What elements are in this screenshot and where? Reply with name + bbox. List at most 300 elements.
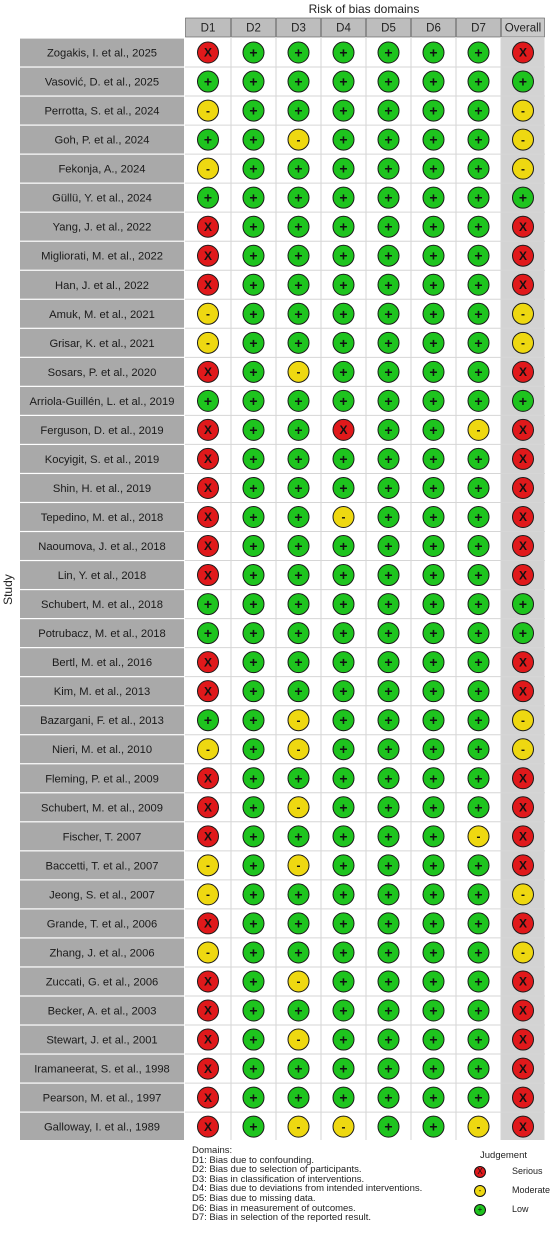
judgement-d5-low-symbol: +	[384, 886, 393, 903]
judgement-d6-low-symbol: +	[429, 508, 438, 525]
judgement-d2-low-symbol: +	[249, 567, 258, 584]
judgement-d7-low-symbol: +	[474, 1060, 483, 1077]
judgement-d5-low-symbol: +	[384, 363, 393, 380]
judgement-d5-low-symbol: +	[384, 276, 393, 293]
judgement-d5-low-symbol: +	[384, 857, 393, 874]
domain-d1-description: D1: Bias due to confounding.	[192, 1154, 315, 1166]
study-label: Potrubacz, M. et al., 2018	[38, 628, 166, 641]
column-label-d3: D3	[291, 22, 306, 35]
judgement-d5-low-symbol: +	[384, 712, 393, 729]
judgement-d7-low-symbol: +	[474, 915, 483, 932]
judgement-d2-low-symbol: +	[249, 363, 258, 380]
judgement-d5-low-symbol: +	[384, 450, 393, 467]
judgement-d5-low-symbol: +	[384, 538, 393, 555]
judgement-d7-low-symbol: +	[474, 1002, 483, 1019]
study-label: Pearson, M. et al., 1997	[42, 1092, 162, 1105]
judgement-d3-low-symbol: +	[294, 886, 303, 903]
judgement-d5-low-symbol: +	[384, 1031, 393, 1048]
judgement-d2-low-symbol: +	[249, 1060, 258, 1077]
judgement-overall-moderate-symbol: -	[521, 742, 525, 757]
study-label: Perrotta, S. et al., 2024	[44, 105, 160, 118]
judgement-d5-low-symbol: +	[384, 1089, 393, 1106]
judgement-d1-low-symbol: +	[203, 73, 213, 90]
low-icon: +	[474, 1204, 486, 1216]
judgement-overall-low-symbol: +	[518, 625, 528, 642]
judgement-d3-moderate-symbol: -	[296, 1032, 301, 1047]
judgement-overall-serious-symbol: X	[518, 800, 528, 815]
judgement-d1-moderate-symbol: -	[206, 103, 210, 118]
judgement-d1-moderate-symbol: -	[206, 858, 210, 873]
judgement-overall-serious-symbol: X	[518, 452, 528, 467]
judgement-d1-low-symbol: +	[203, 625, 213, 642]
judgement-d3-low-symbol: +	[294, 44, 303, 61]
judgement-overall-serious-symbol: X	[518, 829, 528, 844]
judgement-d6-low-symbol: +	[429, 857, 438, 874]
judgement-d7-low-symbol: +	[474, 683, 483, 700]
judgement-overall-serious-symbol: X	[518, 655, 528, 670]
judgement-d3-low-symbol: +	[294, 944, 303, 961]
study-label: Becker, A. et al., 2003	[47, 1005, 157, 1018]
judgement-d6-low-symbol: +	[429, 102, 438, 119]
judgement-d7-low-symbol: +	[474, 392, 483, 409]
judgement-d1-serious-symbol: X	[203, 452, 213, 467]
judgement-d7-low-symbol: +	[474, 247, 483, 264]
study-label: Goh, P. et al., 2024	[54, 134, 150, 147]
judgement-legend-title: Judgement	[480, 1150, 528, 1161]
judgement-d4-low-symbol: +	[339, 479, 348, 496]
judgement-d3-moderate-symbol: -	[296, 713, 301, 728]
study-label: Iramaneerat, S. et al., 1998	[34, 1063, 170, 1076]
judgement-d1-serious-symbol: X	[203, 829, 213, 844]
judgement-overall-moderate-symbol: -	[521, 132, 525, 147]
judgement-d3-low-symbol: +	[294, 479, 303, 496]
judgement-d7-low-symbol: +	[474, 944, 483, 961]
judgement-d5-low-symbol: +	[384, 189, 393, 206]
judgement-d2-low-symbol: +	[249, 247, 258, 264]
judgement-d5-low-symbol: +	[384, 944, 393, 961]
judgement-d1-low-symbol: +	[203, 596, 213, 613]
study-label: Bertl, M. et al., 2016	[51, 657, 153, 670]
judgement-d5-low-symbol: +	[384, 247, 393, 264]
judgement-d6-low-symbol: +	[429, 828, 438, 845]
column-label-d1: D1	[200, 22, 216, 35]
judgement-overall-low-symbol: +	[518, 73, 528, 90]
domain-d7-description: D7: Bias in selection of the reported result.	[192, 1212, 372, 1224]
judgement-d4-low-symbol: +	[339, 276, 348, 293]
judgement-label-low: Low	[512, 1204, 529, 1214]
study-label: Kim, M. et al., 2013	[53, 686, 151, 699]
judgement-d1-moderate-symbol: -	[206, 161, 210, 176]
judgement-d2-low-symbol: +	[249, 276, 258, 293]
judgement-d7-low-symbol: +	[474, 654, 483, 671]
judgement-overall-serious-symbol: X	[518, 481, 528, 496]
domain-d4-description: D4: Bias due to deviations from intended interventions.	[192, 1183, 423, 1195]
judgement-d6-low-symbol: +	[429, 625, 438, 642]
judgement-d2-low-symbol: +	[249, 741, 258, 758]
study-label: Kocyigit, S. et al., 2019	[44, 453, 160, 466]
judgement-overall-serious-symbol: X	[518, 539, 528, 554]
judgement-d6-low-symbol: +	[429, 305, 438, 322]
judgement-d4-low-symbol: +	[339, 770, 348, 787]
column-label-overall: Overall	[504, 22, 542, 35]
judgement-d5-low-symbol: +	[384, 44, 393, 61]
judgement-d6-low-symbol: +	[429, 538, 438, 555]
judgement-d6-low-symbol: +	[429, 189, 438, 206]
judgement-d4-low-symbol: +	[339, 567, 348, 584]
judgement-d1-serious-symbol: X	[203, 1090, 213, 1105]
judgement-d1-serious-symbol: X	[203, 1119, 213, 1134]
judgement-d1-low-symbol: +	[203, 131, 213, 148]
judgement-d5-low-symbol: +	[384, 1002, 393, 1019]
study-label: Baccetti, T. et al., 2007	[45, 860, 159, 873]
judgement-d4-low-symbol: +	[339, 44, 348, 61]
judgement-d5-low-symbol: +	[384, 596, 393, 613]
judgement-overall-moderate-symbol: -	[521, 887, 525, 902]
judgement-overall-serious-symbol: X	[518, 974, 528, 989]
judgement-d4-low-symbol: +	[339, 741, 348, 758]
judgement-d1-serious-symbol: X	[203, 1032, 213, 1047]
judgement-d4-low-symbol: +	[339, 1031, 348, 1048]
judgement-d6-low-symbol: +	[429, 247, 438, 264]
judgement-d3-low-symbol: +	[294, 596, 303, 613]
study-label: Tepedino, M. et al., 2018	[40, 511, 164, 524]
judgement-d3-low-symbol: +	[294, 915, 303, 932]
judgement-overall-moderate-symbol: -	[521, 336, 525, 351]
judgement-d6-low-symbol: +	[429, 450, 438, 467]
judgement-d1-serious-symbol: X	[203, 916, 213, 931]
judgement-d3-low-symbol: +	[294, 1089, 303, 1106]
judgement-overall-low-symbol: +	[518, 189, 528, 206]
judgement-d7-low-symbol: +	[474, 538, 483, 555]
judgement-d7-low-symbol: +	[474, 334, 483, 351]
judgement-d7-low-symbol: +	[474, 160, 483, 177]
judgement-d5-low-symbol: +	[384, 1118, 393, 1135]
judgement-d7-moderate-symbol: -	[476, 423, 481, 438]
judgement-d5-low-symbol: +	[384, 973, 393, 990]
judgement-d3-moderate-symbol: -	[296, 858, 301, 873]
judgement-d4-moderate-symbol: -	[341, 510, 346, 525]
judgement-d1-serious-symbol: X	[203, 219, 213, 234]
domain-d2-description: D2: Bias due to selection of participants.	[192, 1164, 362, 1176]
judgement-d5-low-symbol: +	[384, 160, 393, 177]
judgement-d7-low-symbol: +	[474, 363, 483, 380]
judgement-d3-moderate-symbol: -	[296, 1119, 301, 1134]
judgement-d5-low-symbol: +	[384, 654, 393, 671]
judgement-d4-low-symbol: +	[339, 363, 348, 380]
judgement-d6-low-symbol: +	[429, 73, 438, 90]
judgement-d7-low-symbol: +	[474, 102, 483, 119]
judgement-d5-low-symbol: +	[384, 218, 393, 235]
judgement-d2-low-symbol: +	[249, 886, 258, 903]
judgement-d6-low-symbol: +	[429, 160, 438, 177]
column-label-d5: D5	[381, 22, 396, 35]
judgement-d1-serious-symbol: X	[203, 771, 213, 786]
judgement-d5-low-symbol: +	[384, 131, 393, 148]
study-label: Jeong, S. et al., 2007	[49, 889, 155, 902]
judgement-d4-low-symbol: +	[339, 131, 348, 148]
judgement-d4-low-symbol: +	[339, 886, 348, 903]
judgement-overall-serious-symbol: X	[518, 365, 528, 380]
judgement-d2-low-symbol: +	[249, 1089, 258, 1106]
judgement-d2-low-symbol: +	[249, 1118, 258, 1135]
judgement-d1-serious-symbol: X	[203, 510, 213, 525]
judgement-d4-low-symbol: +	[339, 102, 348, 119]
judgement-d3-low-symbol: +	[294, 1002, 303, 1019]
judgement-d6-low-symbol: +	[429, 654, 438, 671]
judgement-d3-moderate-symbol: -	[296, 742, 301, 757]
judgement-d7-low-symbol: +	[474, 596, 483, 613]
judgement-d3-low-symbol: +	[294, 334, 303, 351]
judgement-d7-low-symbol: +	[474, 1031, 483, 1048]
judgement-d5-low-symbol: +	[384, 392, 393, 409]
judgement-d3-low-symbol: +	[294, 508, 303, 525]
judgement-d1-serious-symbol: X	[203, 655, 213, 670]
judgement-d3-low-symbol: +	[294, 218, 303, 235]
study-label: Schubert, M. et al., 2009	[41, 802, 163, 815]
judgement-d1-moderate-symbol: -	[206, 887, 210, 902]
judgement-d2-low-symbol: +	[249, 1002, 258, 1019]
judgement-d2-low-symbol: +	[249, 189, 258, 206]
judgement-d2-low-symbol: +	[249, 944, 258, 961]
judgement-d6-low-symbol: +	[429, 421, 438, 438]
judgement-overall-serious-symbol: X	[518, 1061, 528, 1076]
judgement-d1-moderate-symbol: -	[206, 336, 210, 351]
study-label: Stewart, J. et al., 2001	[46, 1034, 158, 1047]
judgement-overall-low-symbol: +	[518, 596, 528, 613]
judgement-d7-low-symbol: +	[474, 712, 483, 729]
study-label: Schubert, M. et al., 2018	[41, 599, 163, 612]
judgement-d3-moderate-symbol: -	[296, 800, 301, 815]
judgement-d2-low-symbol: +	[249, 770, 258, 787]
judgement-d4-low-symbol: +	[339, 392, 348, 409]
study-label: Grande, T. et al., 2006	[46, 918, 158, 931]
judgement-d4-low-symbol: +	[339, 944, 348, 961]
judgement-d1-moderate-symbol: -	[206, 742, 210, 757]
judgement-d2-low-symbol: +	[249, 538, 258, 555]
judgement-d4-low-symbol: +	[339, 73, 348, 90]
column-label-d6: D6	[426, 22, 441, 35]
judgement-d4-low-symbol: +	[339, 654, 348, 671]
judgement-d2-low-symbol: +	[249, 683, 258, 700]
judgement-d6-low-symbol: +	[429, 1031, 438, 1048]
study-label: Migliorati, M. et al., 2022	[41, 250, 163, 263]
judgement-d4-low-symbol: +	[339, 450, 348, 467]
judgement-d6-low-symbol: +	[429, 770, 438, 787]
judgement-d5-low-symbol: +	[384, 625, 393, 642]
judgement-overall-serious-symbol: X	[518, 219, 528, 234]
judgement-d4-low-symbol: +	[339, 305, 348, 322]
judgement-d4-moderate-symbol: -	[341, 1119, 346, 1134]
judgement-d5-low-symbol: +	[384, 770, 393, 787]
judgement-d4-low-symbol: +	[339, 712, 348, 729]
domain-d5-description: D5: Bias due to missing data.	[192, 1192, 316, 1204]
judgement-d2-low-symbol: +	[249, 915, 258, 932]
judgement-d7-low-symbol: +	[474, 567, 483, 584]
judgement-overall-moderate-symbol: -	[521, 306, 525, 321]
judgement-d3-low-symbol: +	[294, 421, 303, 438]
study-label: Galloway, I. et al., 1989	[43, 1121, 161, 1134]
study-label: Fleming, P. et al., 2009	[45, 773, 159, 786]
judgement-d2-low-symbol: +	[249, 828, 258, 845]
judgement-overall-serious-symbol: X	[518, 45, 528, 60]
judgement-overall-serious-symbol: X	[518, 1032, 528, 1047]
judgement-d4-low-symbol: +	[339, 538, 348, 555]
judgement-d6-low-symbol: +	[429, 131, 438, 148]
judgement-d2-low-symbol: +	[249, 392, 258, 409]
judgement-overall-serious-symbol: X	[518, 568, 528, 583]
judgement-d2-low-symbol: +	[249, 712, 258, 729]
judgement-d1-serious-symbol: X	[203, 1061, 213, 1076]
judgement-d7-low-symbol: +	[474, 73, 483, 90]
study-label: Zhang, J. et al., 2006	[49, 947, 155, 960]
judgement-d1-serious-symbol: X	[203, 539, 213, 554]
judgement-d4-low-symbol: +	[339, 1089, 348, 1106]
judgement-d3-low-symbol: +	[294, 654, 303, 671]
judgement-d3-low-symbol: +	[294, 189, 303, 206]
judgement-d1-serious-symbol: X	[203, 365, 213, 380]
judgement-d2-low-symbol: +	[249, 625, 258, 642]
judgement-d2-low-symbol: +	[249, 421, 258, 438]
judgement-d1-low-symbol: +	[203, 392, 213, 409]
study-label: Fekonja, A., 2024	[58, 163, 146, 176]
study-label: Ferguson, D. et al., 2019	[40, 424, 164, 437]
judgement-d5-low-symbol: +	[384, 567, 393, 584]
judgement-d3-low-symbol: +	[294, 828, 303, 845]
judgement-d2-low-symbol: +	[249, 218, 258, 235]
judgement-d1-serious-symbol: X	[203, 277, 213, 292]
study-label: Arriola-Guillén, L. et al., 2019	[29, 395, 175, 408]
domains-legend-title: Domains:	[192, 1145, 233, 1156]
judgement-d7-low-symbol: +	[474, 276, 483, 293]
judgement-d7-low-symbol: +	[474, 189, 483, 206]
judgement-d6-low-symbol: +	[429, 712, 438, 729]
judgement-d6-low-symbol: +	[429, 1118, 438, 1135]
study-label: Sosars, P. et al., 2020	[47, 366, 157, 379]
judgement-d7-low-symbol: +	[474, 625, 483, 642]
judgement-d2-low-symbol: +	[249, 450, 258, 467]
judgement-d3-low-symbol: +	[294, 683, 303, 700]
judgement-d7-low-symbol: +	[474, 799, 483, 816]
judgement-d7-low-symbol: +	[474, 886, 483, 903]
judgement-d6-low-symbol: +	[429, 886, 438, 903]
judgement-d5-low-symbol: +	[384, 741, 393, 758]
judgement-d3-low-symbol: +	[294, 276, 303, 293]
judgement-d1-serious-symbol: X	[203, 568, 213, 583]
judgement-d6-low-symbol: +	[429, 1060, 438, 1077]
study-label: Bazargani, F. et al., 2013	[40, 715, 164, 728]
judgement-d3-low-symbol: +	[294, 392, 303, 409]
judgement-d7-low-symbol: +	[474, 44, 483, 61]
judgement-d4-low-symbol: +	[339, 189, 348, 206]
judgement-d6-low-symbol: +	[429, 1002, 438, 1019]
judgement-d4-low-symbol: +	[339, 857, 348, 874]
judgement-d6-low-symbol: +	[429, 363, 438, 380]
judgement-d5-low-symbol: +	[384, 1060, 393, 1077]
judgement-d1-serious-symbol: X	[203, 45, 213, 60]
judgement-d4-low-symbol: +	[339, 1002, 348, 1019]
judgement-d6-low-symbol: +	[429, 479, 438, 496]
judgement-d2-low-symbol: +	[249, 305, 258, 322]
judgement-d3-low-symbol: +	[294, 73, 303, 90]
judgement-d6-low-symbol: +	[429, 944, 438, 961]
judgement-d6-low-symbol: +	[429, 741, 438, 758]
judgement-overall-serious-symbol: X	[518, 684, 528, 699]
judgement-d6-low-symbol: +	[429, 596, 438, 613]
judgement-overall-serious-symbol: X	[518, 916, 528, 931]
judgement-d1-serious-symbol: X	[203, 1003, 213, 1018]
judgement-d1-moderate-symbol: -	[206, 306, 210, 321]
judgement-d3-low-symbol: +	[294, 625, 303, 642]
judgement-d2-low-symbol: +	[249, 479, 258, 496]
judgement-d6-low-symbol: +	[429, 1089, 438, 1106]
judgement-d3-low-symbol: +	[294, 770, 303, 787]
judgement-d6-low-symbol: +	[429, 276, 438, 293]
study-label: Güllü, Y. et al., 2024	[52, 192, 152, 205]
judgement-d3-low-symbol: +	[294, 305, 303, 322]
judgement-d3-low-symbol: +	[294, 247, 303, 264]
judgement-d1-serious-symbol: X	[203, 248, 213, 263]
judgement-d7-low-symbol: +	[474, 131, 483, 148]
judgement-d7-low-symbol: +	[474, 857, 483, 874]
study-label: Zogakis, I. et al., 2025	[46, 47, 158, 60]
judgement-overall-moderate-symbol: -	[521, 945, 525, 960]
study-label: Zuccati, G. et al., 2006	[45, 976, 159, 989]
judgement-d4-low-symbol: +	[339, 828, 348, 845]
judgement-d6-low-symbol: +	[429, 392, 438, 409]
judgement-overall-serious-symbol: X	[518, 510, 528, 525]
judgement-d3-moderate-symbol: -	[296, 132, 301, 147]
chart-title: Risk of bias domains	[308, 2, 420, 16]
judgement-d7-low-symbol: +	[474, 479, 483, 496]
judgement-label-serious: Serious	[512, 1166, 543, 1176]
judgement-d6-low-symbol: +	[429, 683, 438, 700]
judgement-d5-low-symbol: +	[384, 683, 393, 700]
judgement-d1-serious-symbol: X	[203, 423, 213, 438]
study-label: Grisar, K. et al., 2021	[49, 337, 155, 350]
judgement-d5-low-symbol: +	[384, 334, 393, 351]
judgement-overall-serious-symbol: X	[518, 277, 528, 292]
study-label: Shin, H. et al., 2019	[52, 482, 152, 495]
judgement-overall-moderate-symbol: -	[521, 713, 525, 728]
judgement-d4-low-symbol: +	[339, 334, 348, 351]
judgement-d4-low-symbol: +	[339, 160, 348, 177]
judgement-d3-low-symbol: +	[294, 160, 303, 177]
judgement-d4-serious-symbol: X	[339, 423, 348, 438]
column-label-d7: D7	[471, 22, 486, 35]
study-label: Naoumova, J. et al., 2018	[38, 541, 166, 554]
study-label: Vasović, D. et al., 2025	[44, 76, 160, 89]
judgement-d7-moderate-symbol: -	[476, 1119, 481, 1134]
study-label: Amuk, M. et al., 2021	[49, 308, 155, 321]
study-label: Fischer, T. 2007	[62, 831, 142, 844]
judgement-overall-moderate-symbol: -	[521, 103, 525, 118]
judgement-d5-low-symbol: +	[384, 305, 393, 322]
judgement-overall-serious-symbol: X	[518, 1090, 528, 1105]
column-label-d2: D2	[246, 22, 261, 35]
judgement-d7-moderate-symbol: -	[476, 829, 481, 844]
judgement-d6-low-symbol: +	[429, 915, 438, 932]
judgement-d6-low-symbol: +	[429, 799, 438, 816]
study-label: Nieri, M. et al., 2010	[51, 744, 153, 757]
judgement-d5-low-symbol: +	[384, 73, 393, 90]
judgement-d3-low-symbol: +	[294, 102, 303, 119]
judgement-d7-low-symbol: +	[474, 508, 483, 525]
judgement-overall-moderate-symbol: -	[521, 161, 525, 176]
judgement-d1-serious-symbol: X	[203, 684, 213, 699]
study-label: Yang, J. et al., 2022	[52, 221, 152, 234]
judgement-d2-low-symbol: +	[249, 160, 258, 177]
judgement-d6-low-symbol: +	[429, 44, 438, 61]
